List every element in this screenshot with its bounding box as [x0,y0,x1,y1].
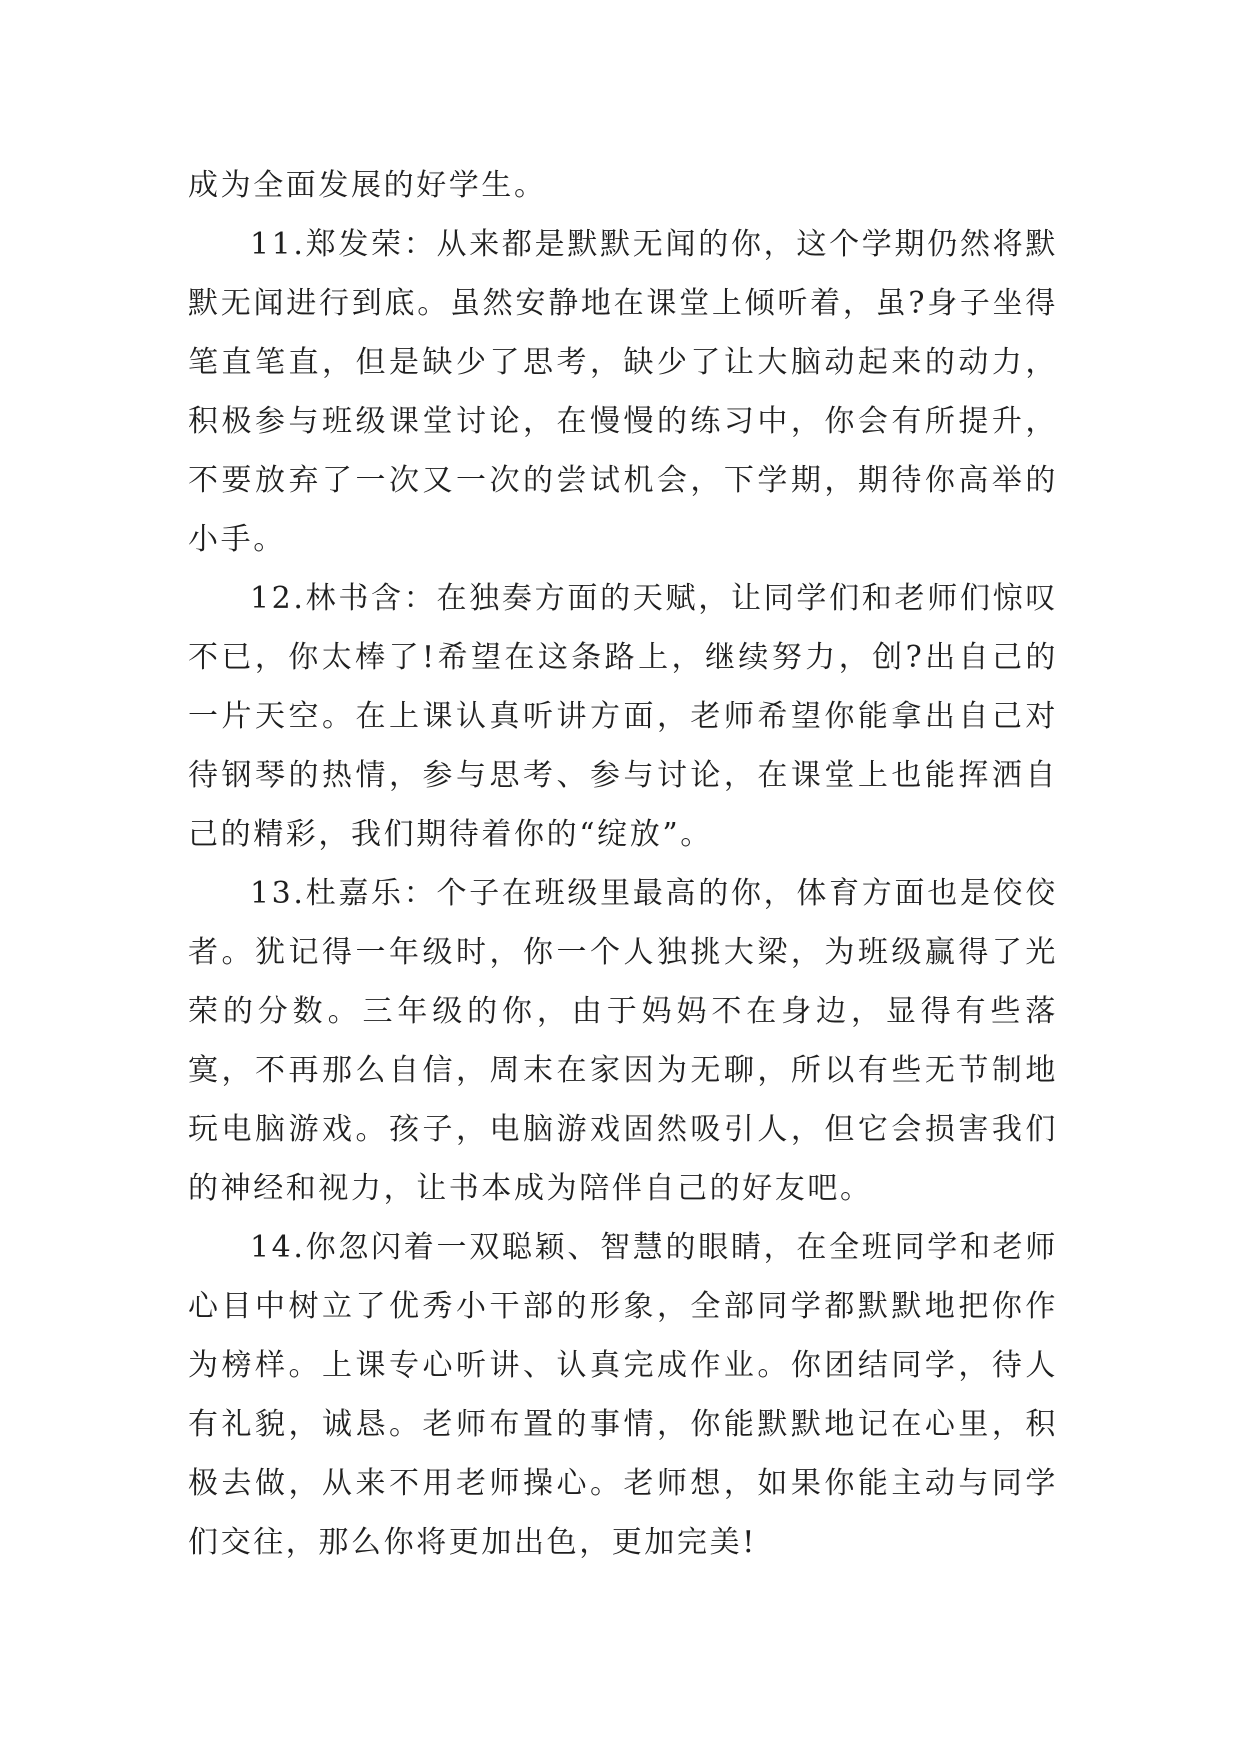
document-body [188,156,1058,1572]
paragraph-comment-13: 13.杜嘉乐：个子在班级里最高的你，体育方面也是佼佼者。犹记得一年级时，你一个人独挑大梁，为班级赢得了光荣的分数。三年级的你，由于妈妈不在身边，显得有些落寞，不再那么自信，周末在家因为无聊，所以有些无节制地玩电脑游戏。孩子，电脑游戏固然吸引人，但它会损害我们的神经和视力，让书本成为陪伴自己的好友吧。 [188,876,1058,1206]
paragraph-comment-11: 11.郑发荣：从来都是默默无闻的你，这个学期仍然将默默无闻进行到底。虽然安静地在课堂上倾听着，虽?身子坐得笔直笔直，但是缺少了思考，缺少了让大脑动起来的动力，积极参与班级课堂讨论，在慢慢的练习中，你会有所提升，不要放弃了一次又一次的尝试机会，下学期，期待你高举的小手。 [188,227,1058,557]
paragraph-continuation: 成为全面发展的好学生。 [188,168,547,203]
paragraph-comment-14: 14.你忽闪着一双聪颖、智慧的眼睛，在全班同学和老师心目中树立了优秀小干部的形象，全部同学都默默地把你作为榜样。上课专心听讲、认真完成作业。你团结同学，待人有礼貌，诚恳。老师布置的事情，你能默默地记在心里，积极去做，从来不用老师操心。老师想，如果你能主动与同学们交往，那么你将更加出色，更加完美! [188,1230,1058,1560]
paragraph-comment-12: 12.林书含：在独奏方面的天赋，让同学们和老师们惊叹不已，你太棒了!希望在这条路上，继续努力，创?出自己的一片天空。在上课认真听讲方面，老师希望你能拿出自己对待钢琴的热情，参与思考、参与讨论，在课堂上也能挥洒自己的精彩，我们期待着你的“绽放”。 [188,581,1058,852]
